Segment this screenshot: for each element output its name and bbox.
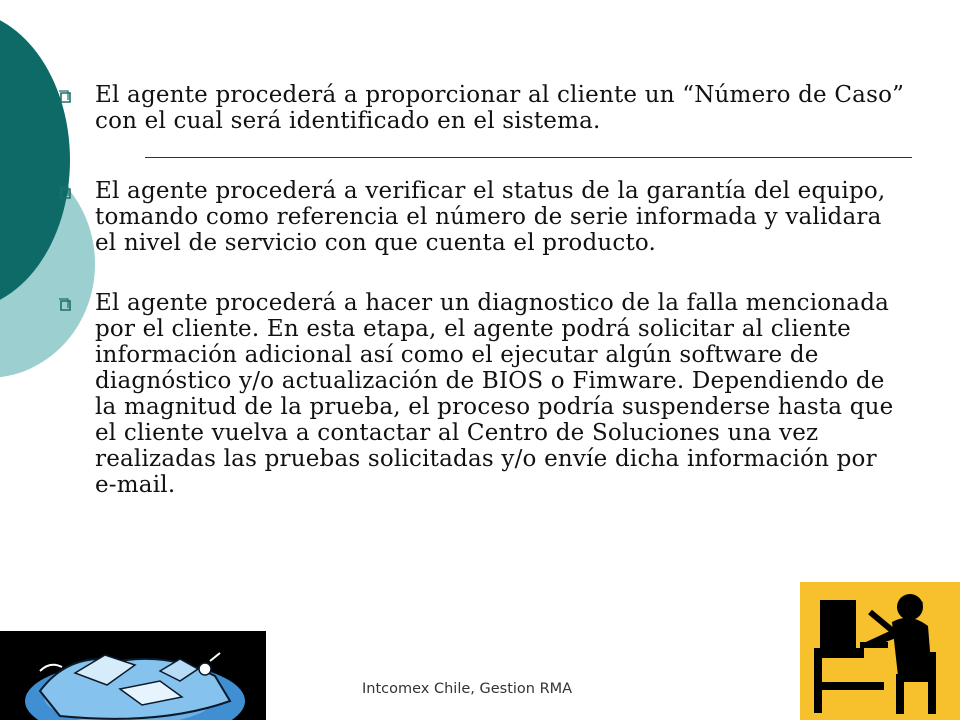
bullet-list [55, 82, 905, 498]
bullet-item [55, 290, 905, 498]
bullet-text: El agente procederá a verificar el status de la garantía del equipo, tomando como referencia el número de serie informada y validara el nivel de servicio con que cuenta el producto. [95, 178, 886, 256]
office-desk-clipart [0, 631, 266, 720]
open-square-bullet-icon [55, 294, 75, 314]
footer-text: Intcomex Chile, Gestion RMA [362, 681, 573, 697]
separator-line [145, 157, 912, 158]
bullet-text: El agente procederá a proporcionar al cliente un “Número de Caso” con el cual será identificado en el sistema. [95, 82, 905, 134]
bullet-text: El agente procederá a hacer un diagnostico de la falla mencionada por el cliente. En esta etapa, el agente podrá solicitar al cliente información adicional así como el ejecutar algún software de diagnóstico y/o actualización de BIOS o Fimware. Dependiendo de la magnitud de la prueba, el proceso podría suspenderse hasta que el cliente vuelva a contactar al Centro de Soluciones una vez realizadas las pruebas solicitadas y/o envíe dicha información por e-mail. [95, 290, 894, 498]
open-square-bullet-icon [55, 86, 75, 106]
support-agent-clipart [800, 582, 960, 720]
bullet-item [55, 178, 905, 256]
open-square-bullet-icon [55, 182, 75, 202]
bullet-item [55, 82, 905, 134]
